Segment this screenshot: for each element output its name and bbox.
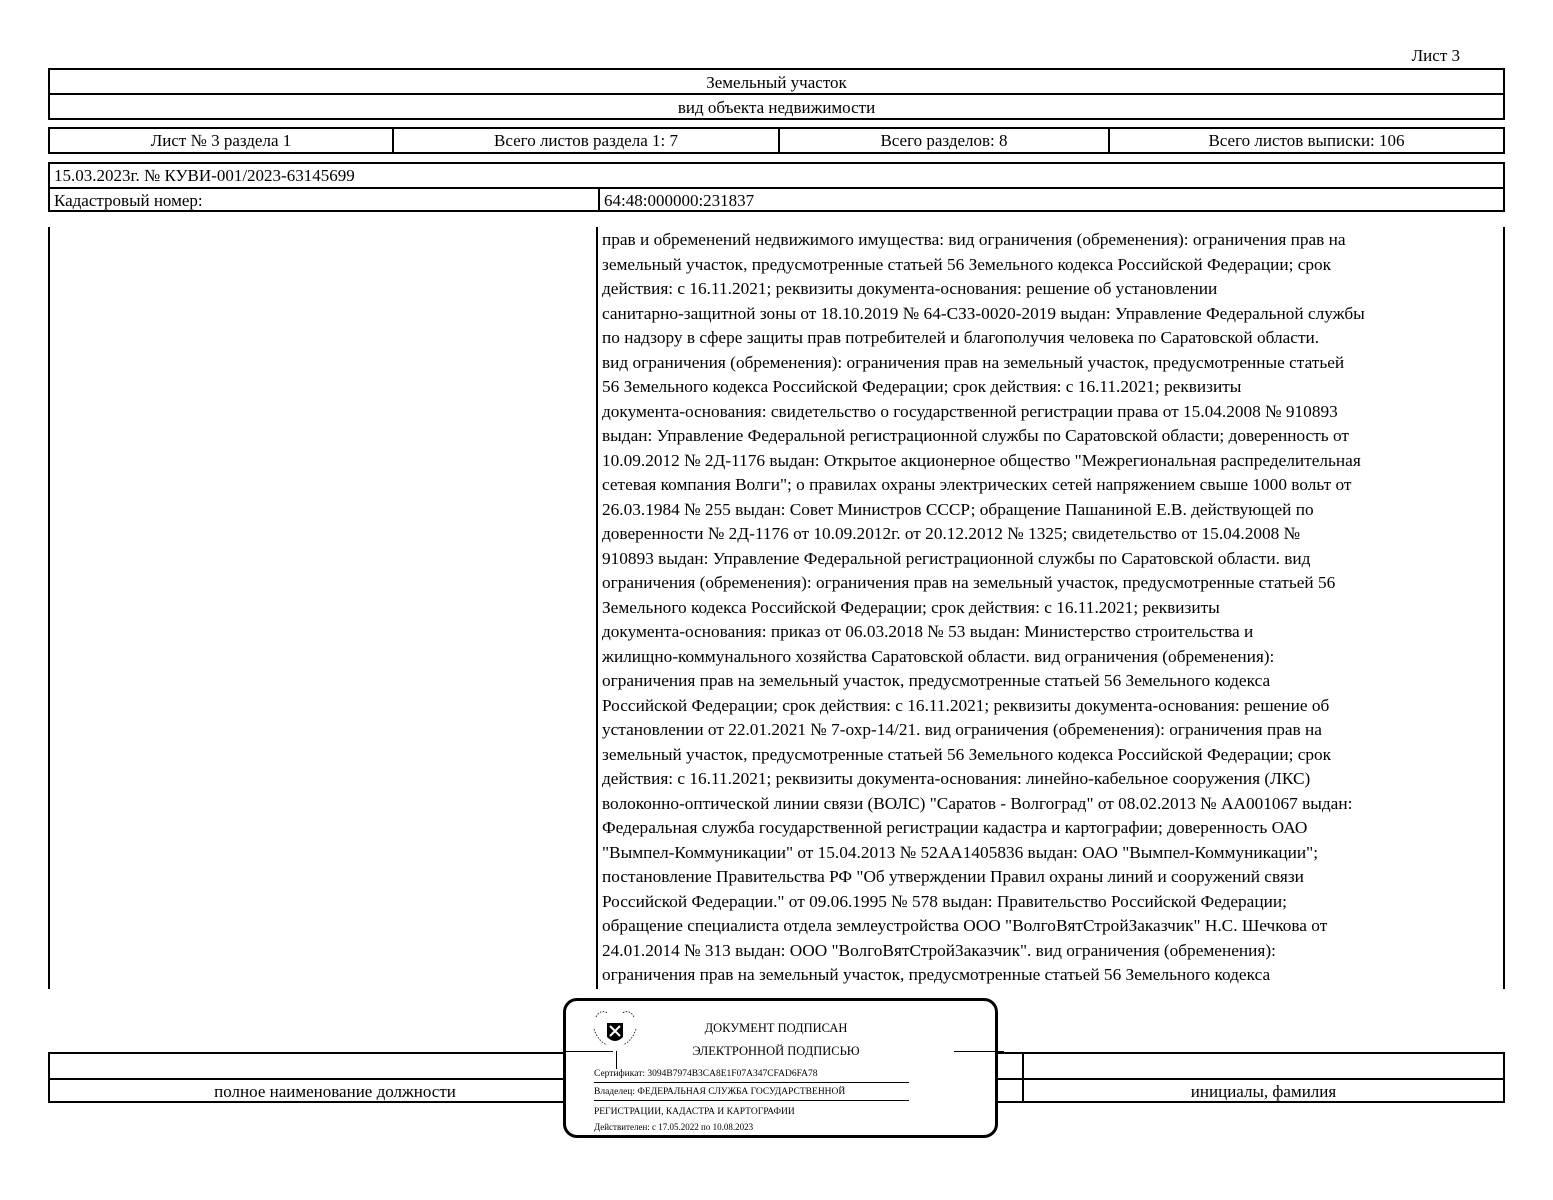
text-line: санитарно-защитной зоны от 18.10.2019 № 64-СЗЗ-0020-2019 выдан: Управление Федеральной службы [602, 303, 1365, 323]
text-line: обращение специалиста отдела землеустройства ООО "ВолгоВятСтройЗаказчик" Н.С. Шечкова от [602, 916, 1328, 935]
sheet-label: Лист 3 [1411, 46, 1460, 65]
text-line: земельный участок, предусмотренные статьей 56 Земельного кодекса Российской Федерации; срок [602, 744, 1332, 764]
stamp-title-line2: ЭЛЕКТРОННОЙ ПОДПИСЬЮ [692, 1044, 860, 1058]
text-line: постановление Правительства РФ "Об утверждении Правил охраны линий и сооружений связи [602, 867, 1304, 886]
text-line: прав и обременений недвижимого имущества: вид ограничения (обременения): ограничения прав на [602, 230, 1346, 249]
text-line: Федеральная служба государственной регистрации кадастра и картографии; доверенность ОАО [602, 818, 1308, 837]
text-line: земельный участок, предусмотренные статьей 56 Земельного кодекса Российской Федерации; срок [602, 254, 1332, 274]
total-sheets-section: Всего листов раздела 1: 7 [494, 131, 678, 150]
text-line: ограничения прав на земельный участок, предусмотренные статьей 56 Земельного кодекса [602, 671, 1271, 690]
text-line: установлении от 22.01.2021 № 7-охр-14/21. вид ограничения (обременения): ограничения прав на [602, 720, 1322, 739]
text-line: 910893 выдан: Управление Федеральной регистрационной службы по Саратовской области. вид [602, 548, 1311, 568]
text-line: документа-основания: свидетельство о государственной регистрации права от 15.04.2008 № 910893 [602, 401, 1338, 421]
text-line: сетевая компания Волги"; о правилах охраны электрических сетей напряжением свыше 1000 вольт от [602, 475, 1352, 494]
electronic-signature-stamp [563, 998, 998, 1138]
text-line: 24.01.2014 № 313 выдан: ООО "ВолгоВятСтройЗаказчик". вид ограничения (обременения): [602, 940, 1276, 960]
stamp-owner-line1: Владелец: ФЕДЕРАЛЬНАЯ СЛУЖБА ГОСУДАРСТВЕННОЙ [594, 1087, 846, 1097]
text-line: доверенности № 2Д-1176 от 10.09.2012г. от 20.12.2012 № 1325; свидетельство от 15.04.2008 № [602, 524, 1301, 543]
total-sheets: Всего листов выписки: 106 [1208, 131, 1405, 150]
object-type-header [48, 68, 1505, 120]
text-line: Российской Федерации." от 09.06.1995 № 578 выдан: Правительство Российской Федерации; [602, 891, 1287, 911]
cadastral-number: 64:48:000000:231837 [604, 191, 755, 210]
text-line: жилищно-коммунального хозяйства Саратовской области. вид ограничения (обременения): [602, 646, 1275, 666]
stamp-certificate: Сертификат: 3094B7974B3CA8E1F07A347CFAD6FA78 [594, 1069, 818, 1079]
text-line: 26.03.1984 № 255 выдан: Совет Министров СССР; обращение Пашаниной Е.В. действующей по [602, 499, 1314, 519]
object-type-caption: вид объекта недвижимости [677, 98, 876, 117]
text-line: 10.09.2012 № 2Д-1176 выдан: Открытое акционерное общество "Межрегиональная распределительная [602, 450, 1361, 470]
text-line: волоконно-оптической линии связи (ВОЛС) "Саратов - Волгоград" от 08.02.2013 № АА001067 выдан: [602, 793, 1353, 813]
text-line: ограничения прав на земельный участок, предусмотренные статьей 56 Земельного кодекса [602, 965, 1271, 984]
text-line: документа-основания: приказ от 06.03.2018 № 53 выдан: Министерство строительства и [602, 622, 1254, 641]
text-line: 56 Земельного кодекса Российской Федерации; срок действия: с 16.11.2021; реквизиты [602, 377, 1242, 396]
stamp-owner-line2: РЕГИСТРАЦИИ, КАДАСТРА И КАРТОГРАФИИ [594, 1107, 795, 1117]
statement-block [48, 162, 1505, 212]
text-line: ограничения (обременения): ограничения прав на земельный участок, предусмотренные статьей 56 [602, 573, 1336, 592]
sheet-of-section: Лист № 3 раздела 1 [150, 131, 292, 150]
text-line: по надзору в сфере защиты прав потребителей и благополучия человека по Саратовской области. [602, 328, 1320, 347]
text-line: действия: с 16.11.2021; реквизиты документа-основания: решение об установлении [602, 279, 1218, 298]
text-line: Земельного кодекса Российской Федерации; срок действия: с 16.11.2021; реквизиты [602, 597, 1220, 617]
text-line: "Вымпел-Коммуникации" от 15.04.2013 № 52АА1405836 выдан: ОАО "Вымпел-Коммуникации"; [602, 842, 1319, 862]
text-line: выдан: Управление Федеральной регистрационной службы по Саратовской области; доверенность от [602, 426, 1349, 445]
text-line: Российской Федерации; срок действия: с 16.11.2021; реквизиты документа-основания: решение об [602, 695, 1330, 715]
cadastral-label: Кадастровый номер: [54, 191, 203, 210]
total-sections: Всего разделов: 8 [880, 131, 1008, 150]
position-caption: полное наименование должности [214, 1082, 456, 1101]
text-line: действия: с 16.11.2021; реквизиты документа-основания: линейно-кабельное сооружения (ЛКС) [602, 769, 1311, 788]
text-line: вид ограничения (обременения): ограничения прав на земельный участок, предусмотренные статьей [602, 352, 1345, 372]
name-caption: инициалы, фамилия [1190, 1082, 1337, 1101]
statement-date-number: 15.03.2023г. № КУВИ-001/2023-63145699 [54, 166, 355, 185]
sheet-info-row [48, 127, 1505, 154]
stamp-validity: Действителен: с 17.05.2022 по 10.08.2023 [594, 1122, 754, 1132]
restrictions-text [602, 228, 1497, 988]
object-type: Земельный участок [706, 73, 847, 92]
stamp-title-line1: ДОКУМЕНТ ПОДПИСАН [704, 1021, 848, 1035]
